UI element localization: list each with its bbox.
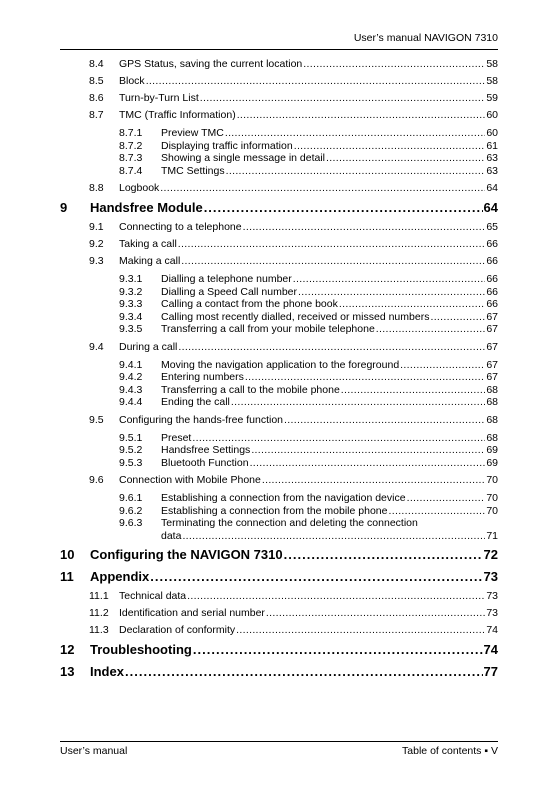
toc-entry-continuation[interactable] [60,530,498,543]
toc-entry-number: 9.6.1 [119,492,143,504]
toc-entry-number: 9.3.2 [119,285,143,298]
toc-entry-title: Transferring a call from your mobile telephone [161,323,375,335]
toc-entry[interactable] [60,58,498,75]
toc-entry-title: Handsfree Settings [161,444,251,456]
toc-entry-number: 8.7.1 [119,127,143,139]
toc-entry[interactable] [60,432,498,445]
table-of-contents [60,58,498,685]
toc-entry-title: Showing a single message in detail [161,152,326,164]
toc-dot-leader [284,547,483,562]
toc-dot-leader [226,165,486,177]
toc-entry[interactable] [60,444,498,457]
toc-entry-number: 9.6 [89,474,104,486]
toc-dot-leader [388,505,485,517]
toc-entry-page: 68 [486,396,498,408]
toc-entry[interactable] [60,238,498,255]
toc-dot-leader [181,255,485,267]
toc-entry-number: 9.3 [89,255,104,267]
toc-entry-title: Entering numbers [161,371,244,383]
toc-entry-number: 8.5 [89,75,104,87]
toc-dot-leader [262,474,485,486]
toc-entry-page: 68 [486,383,498,396]
toc-dot-leader [236,624,485,636]
toc-entry-page: 58 [486,58,498,70]
toc-entry-page: 74 [486,624,498,636]
toc-dot-leader [284,414,485,426]
toc-entry[interactable] [60,341,498,358]
toc-entry[interactable] [60,359,498,372]
toc-dot-leader [266,607,485,619]
toc-entry-number: 9.4.3 [119,383,143,396]
toc-entry-page: 59 [486,92,498,104]
toc-dot-leader [326,152,485,164]
toc-dot-leader [339,298,485,310]
toc-entry[interactable] [60,396,498,409]
toc-entry[interactable] [60,505,498,518]
toc-entry[interactable] [60,140,498,153]
toc-entry-number: 9.5 [89,413,104,426]
toc-dot-leader [400,359,485,371]
toc-entry-title: GPS Status, saving the current location [119,58,303,70]
toc-entry-page: 68 [486,431,498,444]
toc-dot-leader [293,273,486,285]
toc-entry-page: 60 [486,109,498,121]
toc-entry-number: 11.2 [89,607,109,619]
toc-entry-title: Identification and serial number [119,607,265,619]
toc-entry-page: 60 [486,127,498,139]
toc-entry-number: 9.4.2 [119,371,143,383]
toc-entry-page: 64 [486,182,498,194]
toc-dot-leader [150,569,482,584]
toc-entry-number: 9.2 [89,238,104,250]
toc-dot-leader [407,492,486,504]
toc-entry[interactable] [60,474,498,491]
toc-entry-title: Turn-by-Turn List [119,92,199,104]
toc-entry-page: 64 [483,200,498,215]
toc-entry-number: 9.6.3 [119,517,143,529]
toc-entry-title: Logbook [119,182,160,194]
toc-entry-page: 67 [486,310,498,323]
toc-entry-title: Connecting to a telephone [119,221,242,233]
toc-entry[interactable] [60,286,498,299]
toc-entry[interactable] [60,152,498,165]
toc-dot-leader [243,221,486,233]
toc-entry-title: Transferring a call to the mobile phone [161,383,340,396]
toc-entry-title-continued: data [161,529,182,542]
toc-entry-number: 9.3.5 [119,323,143,335]
toc-entry-page: 58 [486,75,498,87]
toc-entry[interactable] [60,298,498,311]
toc-entry-number: 8.8 [89,182,104,194]
toc-entry[interactable] [60,200,498,221]
toc-entry-page: 73 [486,607,498,619]
toc-entry[interactable] [60,165,498,178]
toc-entry-page: 69 [486,444,498,456]
toc-entry-title: Technical data [119,590,187,602]
toc-dot-leader [303,58,485,70]
toc-entry-title: Calling a contact from the phone book [161,298,338,310]
toc-entry-page: 66 [486,285,498,298]
toc-dot-leader [204,200,483,215]
toc-entry-page: 63 [486,152,498,164]
toc-entry-number: 11.3 [89,624,109,636]
toc-entry-title: Terminating the connection and deleting the connection [161,517,418,529]
toc-entry-page: 73 [483,569,498,584]
toc-entry-title: Dialling a Speed Call number [161,285,297,298]
toc-entry[interactable] [60,547,498,568]
toc-dot-leader [178,238,486,250]
toc-entry[interactable] [60,607,498,624]
toc-entry[interactable] [60,255,498,272]
toc-entry-page: 70 [486,492,498,504]
toc-dot-leader [341,384,486,396]
footer-left: User’s manual [60,745,128,757]
toc-dot-leader [178,341,485,353]
toc-entry-title: Moving the navigation application to the foreground [161,358,400,371]
toc-dot-leader [125,664,483,679]
toc-entry-number: 9.3.1 [119,273,143,285]
toc-entry-number: 12 [60,642,75,657]
toc-dot-leader [225,127,485,139]
toc-entry-page: 66 [486,238,498,250]
toc-entry-title: Connection with Mobile Phone [119,474,261,486]
toc-entry-number: 13 [60,664,75,679]
toc-entry[interactable] [60,569,498,590]
toc-dot-leader [146,75,486,87]
toc-entry-page: 61 [486,139,498,152]
toc-entry-number: 8.7.4 [119,164,143,177]
toc-entry[interactable] [60,664,498,685]
toc-entry-number: 9.5.3 [119,456,143,469]
toc-entry-number: 9.3.4 [119,310,143,323]
toc-entry-title: Establishing a connection from the navigation device [161,492,406,504]
toc-entry-number: 9.3.3 [119,298,143,310]
toc-entry[interactable] [60,517,498,530]
toc-dot-leader [187,590,485,602]
toc-entry[interactable] [60,311,498,324]
toc-entry[interactable] [60,590,498,607]
toc-entry-title: Configuring the NAVIGON 7310 [90,547,283,562]
toc-dot-leader [192,432,485,444]
toc-entry-number: 9.6.2 [119,504,143,517]
toc-dot-leader [298,286,485,298]
toc-entry-number: 9.5.2 [119,444,143,456]
toc-entry[interactable] [60,75,498,92]
toc-entry-title: TMC Settings [161,164,225,177]
toc-entry-title: Calling most recently dialled, received or missed numbers [161,310,430,323]
toc-entry[interactable] [60,492,498,505]
toc-entry-title: Establishing a connection from the mobile phone [161,504,388,517]
toc-entry-title: During a call [119,340,178,353]
toc-entry[interactable] [60,273,498,286]
toc-entry-page: 70 [486,504,498,517]
toc-entry-page: 66 [486,273,498,285]
toc-entry-number: 9.4 [89,340,104,353]
page-header: User’s manual NAVIGON 7310 [353,32,498,44]
toc-dot-leader [245,371,485,383]
toc-entry-number: 9.4.1 [119,358,143,371]
toc-entry-title: Taking a call [119,238,177,250]
toc-entry-page: 72 [483,547,498,562]
toc-entry-number: 8.7.2 [119,139,143,152]
toc-entry-number: 8.7.3 [119,152,143,164]
toc-entry-title: Troubleshooting [90,642,192,657]
toc-entry-title: Index [90,664,124,679]
toc-dot-leader [250,457,486,469]
toc-dot-leader [200,92,486,104]
toc-entry-number: 9.5.1 [119,431,143,444]
toc-entry-page: 68 [486,413,498,426]
toc-entry[interactable] [60,457,498,470]
toc-dot-leader [376,323,486,335]
toc-entry-page: 63 [486,164,498,177]
toc-entry-page: 67 [486,371,498,383]
toc-dot-leader [182,530,485,542]
toc-entry-title: Bluetooth Function [161,456,249,469]
toc-dot-leader [193,642,483,657]
toc-entry[interactable] [60,92,498,109]
toc-entry-page: 70 [486,474,498,486]
toc-dot-leader [294,140,486,152]
toc-entry-number: 8.7 [89,109,104,121]
toc-entry[interactable] [60,624,498,641]
footer-rule [60,741,498,742]
toc-entry-page: 71 [486,529,498,542]
toc-entry[interactable] [60,323,498,336]
toc-entry[interactable] [60,182,498,199]
toc-entry-number: 8.4 [89,58,104,70]
toc-dot-leader [231,396,485,408]
toc-entry-number: 9 [60,200,68,215]
toc-entry-number: 9.1 [89,221,104,233]
toc-entry-number: 9.4.4 [119,396,143,408]
toc-entry[interactable] [60,384,498,397]
toc-entry-title: Ending the call [161,396,230,408]
toc-entry-page: 66 [486,255,498,267]
header-rule [60,49,498,50]
toc-entry-title: Handsfree Module [90,200,203,215]
toc-entry-page: 66 [486,298,498,310]
toc-entry-title: Preview TMC [161,127,224,139]
toc-entry[interactable] [60,371,498,384]
toc-entry-page: 77 [483,664,498,679]
toc-entry-page: 67 [486,340,498,353]
toc-entry-title: TMC (Traffic Information) [119,109,236,121]
toc-entry-title: Making a call [119,255,181,267]
toc-entry[interactable] [60,109,498,126]
toc-entry-title: Configuring the hands-free function [119,413,284,426]
toc-entry-page: 67 [486,358,498,371]
toc-entry-number: 11 [60,569,74,584]
toc-entry-title: Dialling a telephone number [161,273,292,285]
toc-dot-leader [430,311,485,323]
toc-dot-leader [160,182,485,194]
footer-right: Table of contents ▪ V [402,745,498,757]
toc-entry-page: 67 [486,323,498,335]
toc-entry[interactable] [60,127,498,140]
toc-entry-page: 74 [483,642,498,657]
toc-entry-number: 8.6 [89,92,104,104]
toc-dot-leader [251,444,485,456]
toc-entry-title: Declaration of conformity [119,624,236,636]
toc-entry-page: 65 [486,221,498,233]
toc-dot-leader [237,109,486,121]
toc-entry-page: 69 [486,456,498,469]
toc-entry-page: 73 [486,590,498,602]
toc-entry-title: Displaying traffic information [161,139,293,152]
toc-entry[interactable] [60,221,498,238]
toc-entry-title: Block [119,75,145,87]
toc-entry-title: Preset [161,431,192,444]
toc-entry-title: Appendix [90,569,150,584]
toc-entry-number: 10 [60,547,75,562]
toc-entry[interactable] [60,642,498,663]
toc-entry-number: 11.1 [89,590,109,602]
toc-entry[interactable] [60,414,498,431]
